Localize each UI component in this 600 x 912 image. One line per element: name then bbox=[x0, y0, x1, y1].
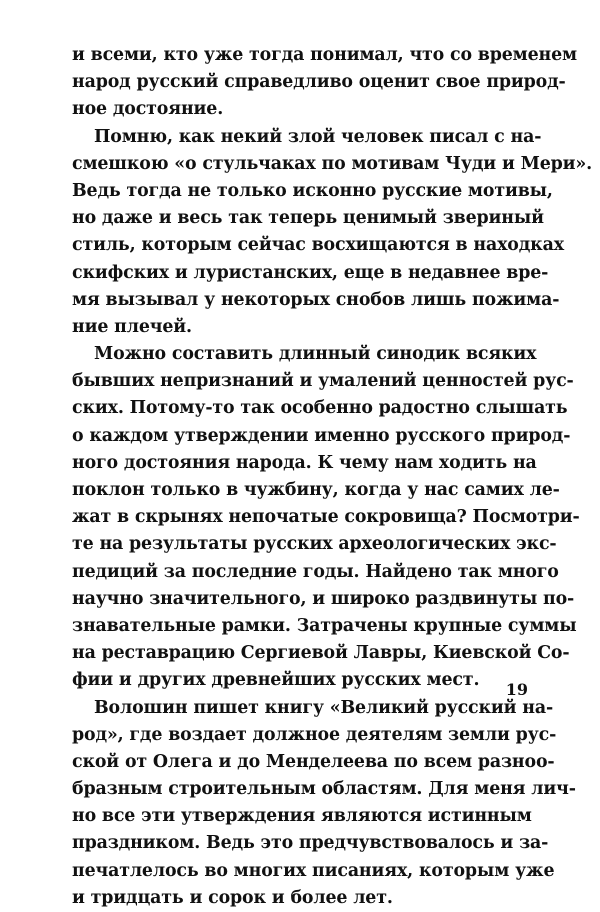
text-line: о каждом утверждении именно русского природ- bbox=[72, 425, 571, 446]
text-line: и всеми, кто уже тогда понимал, что со временем bbox=[72, 45, 577, 65]
page-text bbox=[72, 42, 593, 912]
text-line: род», где воздает должное деятелям земли рус- bbox=[72, 724, 557, 745]
text-line: но даже и весь так теперь ценимый звериный bbox=[72, 208, 544, 229]
text-line: научно значительного, и широко раздвинуты по- bbox=[72, 588, 575, 609]
text-line: ное достояние. bbox=[72, 99, 224, 120]
text-line: Можно составить длинный синодик всяких bbox=[94, 344, 537, 365]
text-line: ских. Потому-то так особенно радостно слышать bbox=[72, 398, 568, 419]
text-line: ного достояния народа. К чему нам ходить на bbox=[72, 452, 537, 473]
text-line: бывших непризнаний и умалений ценностей рус- bbox=[72, 371, 574, 392]
text-line: на реставрацию Сергиевой Лавры, Киевской Со- bbox=[72, 643, 570, 664]
text-line: ние плечей. bbox=[72, 316, 192, 337]
text-line: но все эти утверждения являются истинным bbox=[72, 806, 532, 827]
text-line: праздником. Ведь это предчувствовалось и за- bbox=[72, 833, 549, 854]
text-line: педиций за последние годы. Найдено так много bbox=[72, 561, 559, 582]
text-line: Волошин пишет книгу «Великий русский на- bbox=[94, 697, 554, 718]
page-number: 19 bbox=[505, 680, 528, 699]
text-line: бразным строительным областям. Для меня лич- bbox=[72, 779, 576, 800]
text-line: мя вызывал у некоторых снобов лишь пожима- bbox=[72, 289, 560, 310]
text-line: Ведь тогда не только исконно русские мотивы, bbox=[72, 180, 553, 201]
text-line: народ русский справедливо оценит свое природ- bbox=[72, 72, 566, 93]
text-line: печатлелось во многих писаниях, которым уже bbox=[72, 860, 555, 881]
text-line: фии и других древнейших русских мест. bbox=[72, 670, 480, 691]
text-line: те на результаты русских археологических экс- bbox=[72, 534, 557, 555]
text-line: Помню, как некий злой человек писал с на- bbox=[94, 126, 542, 147]
text-line: знавательные рамки. Затрачены крупные суммы bbox=[72, 615, 577, 636]
text-line: ской от Олега и до Менделеева по всем разноо- bbox=[72, 751, 555, 772]
text-line: смешкою «о стульчаках по мотивам Чуди и Мери». bbox=[72, 153, 593, 174]
text-line: поклон только в чужбину, когда у нас самих ле- bbox=[72, 480, 560, 500]
text-line: и тридцать и сорок и более лет. bbox=[72, 887, 393, 908]
text-line: скифских и луристанских, еще в недавнее вре- bbox=[72, 262, 549, 283]
text-line: жат в скрынях непочатые сокровища? Посмотри- bbox=[72, 507, 580, 528]
text-line: стиль, которым сейчас восхищаются в находках bbox=[72, 235, 564, 256]
